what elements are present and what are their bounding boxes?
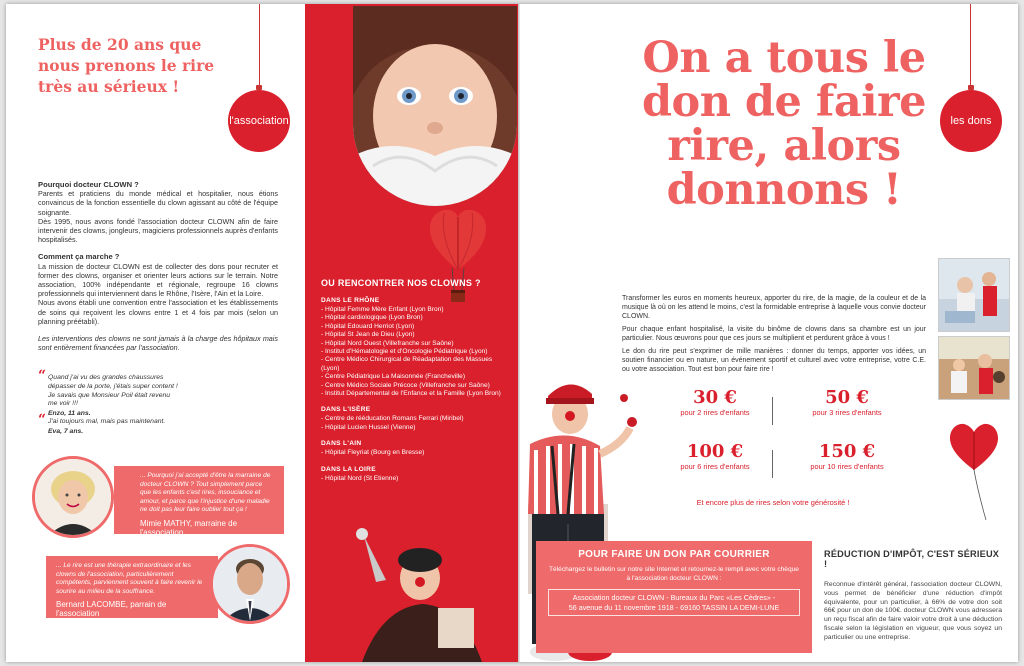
- quote-text: Quand j'ai vu des grandes chaussures dépasser de la porte, j'étais super content ! Je savais que Monsieur Poil était revenu me voir !!!: [48, 374, 178, 408]
- dons-badge: les dons: [950, 115, 992, 127]
- main-title: On a tous le don de faire rire, alors donnons !: [641, 33, 927, 215]
- hospital-item: - Centre Médico Sociale Précoce (Villefranche sur Saône): [321, 381, 490, 389]
- regions-list: [321, 297, 511, 483]
- donation-tier-30: [660, 388, 770, 417]
- mail-title: POUR FAIRE UN DON PAR COURRIER: [578, 549, 770, 560]
- section2-para1: La mission de docteur CLOWN est de collecter des dons pour recruter et former des clowns, organiser et orienter leurs actions sur le terrain. Notre association, 100% indépendante et régionale, regroupe 16 clowns professionnels qui interviennent dans le Rhône, l'Isère, l'Ain et la Loire.: [38, 261, 278, 299]
- hospital-photo-1: [938, 258, 1010, 332]
- donation-desc: pour 3 rires d'enfants: [812, 408, 882, 417]
- hospital-item: - Centre Médico Chirurgical de Réadaptation des Massues (Lyon): [321, 356, 493, 372]
- quote-author: Eva, 7 ans.: [48, 427, 84, 435]
- section1-title: Pourquoi docteur CLOWN ?: [38, 180, 139, 189]
- dons-ornament: [940, 90, 1002, 152]
- donation-amount: 30 €: [693, 387, 737, 408]
- hospital-item: - Hôpital Nord Ouest (Villefranche sur Saône): [321, 339, 454, 347]
- quote-author: Bernard LACOMBE, parrain de l'association: [56, 600, 167, 618]
- donation-amount: 50 €: [825, 387, 869, 408]
- hospital-item: - Centre Pédiatrique La Maisonnée (Francheville): [321, 373, 466, 381]
- donation-desc: pour 2 rires d'enfants: [680, 408, 750, 417]
- brochure-spread: [6, 4, 1018, 662]
- quote-mark-icon: “: [38, 412, 47, 428]
- donation-amount: 100 €: [686, 441, 744, 462]
- region-title: DANS L'ISÈRE: [321, 406, 371, 414]
- parrain-portrait: [210, 544, 290, 624]
- hospital-item: - Hôpital Edouard Herriot (Lyon): [321, 322, 415, 330]
- locations-title: OU RENCONTRER NOS CLOWNS ?: [321, 278, 481, 288]
- divider: [772, 397, 773, 425]
- section2-para2: Nous avons établi une convention entre l'association et les établissements de soins qui reçoivent les clowns entre 1 et 4 fois par mois (selon un planning préétabli).: [38, 298, 278, 326]
- left-body-text: [38, 174, 278, 352]
- tax-title: RÉDUCTION D'IMPÔT, C'EST SÉRIEUX !: [824, 549, 1000, 569]
- region-title: DANS L'AIN: [321, 440, 362, 448]
- hospital-photo-2: [938, 336, 1010, 400]
- left-headline: Plus de 20 ans que nous prenons le rire très au sérieux !: [38, 35, 215, 96]
- donation-tier-100: [660, 442, 770, 471]
- mail-donation-box: [536, 541, 812, 653]
- marraine-portrait: [32, 456, 114, 538]
- quote-mark-icon: “: [38, 368, 47, 384]
- ornament-string: [259, 4, 260, 90]
- mail-address-line1: Association docteur CLOWN - Bureaux du Parc «Les Cèdres» -: [572, 593, 776, 603]
- section1-para1: Parents et praticiens du monde médical et hospitalier, nous étions convaincus de la fonction essentielle du clown agissant au côté de l'équipe soignante.: [38, 189, 278, 217]
- donation-amount: 150 €: [818, 441, 876, 462]
- mail-address-line2: 56 avenue du 11 novembre 1918 - 69160 TASSIN LA DEMI-LUNE: [568, 602, 780, 612]
- region-places: [321, 306, 511, 398]
- region-places: [321, 475, 511, 483]
- hospital-item: - Hôpital Lucien Hussel (Vienne): [321, 423, 416, 431]
- child-face-photo: [353, 6, 517, 206]
- region-title: DANS LE RHÔNE: [321, 297, 380, 304]
- mail-address: [548, 589, 800, 616]
- mail-desc: Téléchargez le bulletin sur notre site Internet et retournez-le rempli avec votre chèque à l'association docteur CLOWN :: [549, 566, 799, 582]
- hospital-item: - Hôpital cardiologique (Lyon Bron): [321, 314, 423, 322]
- quote-text: ... Pourquoi j'ai accepté d'être la marraine de docteur CLOWN ? Tout simplement parce que les enfants c'est rires, insouciance et amour, et parce que l'injustice d'une maladie ne doit pas leur faire oublier tout ça !: [140, 472, 271, 514]
- divider: [772, 450, 773, 478]
- intro-para3: Le don du rire peut s'exprimer de mille manières : donner du temps, apporter vos idées, un soutien financier ou en nature, un événement sportif et culturel avec votre entreprise, votre C.E. ou votre association. Tout est bon pour faire rire !: [622, 348, 926, 373]
- intro-para2: Pour chaque enfant hospitalisé, la visite du binôme de clowns dans sa chambre est un jour particulier. Nous œuvrons pour que ces jours se multiplient et perdurent grâce à vous !: [622, 326, 926, 342]
- association-ornament: [228, 90, 290, 152]
- hospital-item: - Hôpital St Jean de Dieu (Lyon): [321, 331, 415, 339]
- hospital-item: - Hôpital Femme Mère Enfant (Lyon Bron): [321, 306, 444, 313]
- hospital-item: - Hôpital Nord (St Etienne): [321, 474, 399, 482]
- region-places: [321, 449, 511, 457]
- quote-author: Enzo, 11 ans.: [48, 410, 91, 418]
- marraine-quote-box: [114, 466, 284, 537]
- hospital-item: - Centre de rééducation Romans Ferrari (Miribel): [321, 415, 464, 423]
- donation-desc: pour 6 rires d'enfants: [680, 462, 750, 471]
- child-quote-enzo: [38, 368, 178, 419]
- ornament-string: [970, 4, 971, 90]
- hospital-item: - Institut d'Hématologie et d'Oncologie Pédiatrique (Lyon): [321, 348, 488, 356]
- clown-trumpet-photo: [342, 524, 492, 662]
- donation-tier-150: [792, 442, 902, 471]
- donation-tier-50: [792, 388, 902, 417]
- donation-intro: [622, 294, 926, 378]
- tax-reduction: [824, 549, 1002, 643]
- region-places: [321, 415, 511, 432]
- association-badge: l'association: [229, 115, 289, 127]
- intro-para1: Transformer les euros en moments heureux, apporter du rire, de la magie, de la couleur et de la musique là où on les attend le moins, c'est la formidable entreprise à laquelle vous convie docteur CLOWN.: [622, 295, 926, 320]
- hospital-item: - Hôpital Fleyriat (Bourg en Bresse): [321, 449, 425, 457]
- funding-note: Les interventions des clowns ne sont jamais à la charge des hôpitaux mais sont entièrement financées par l'association.: [38, 334, 278, 353]
- clown-locations: [321, 278, 511, 483]
- hospital-item: - Institut Départemental de l'Enfance et la Famille (Lyon Bron): [321, 390, 501, 398]
- heart-icon: [948, 420, 1008, 520]
- region-title: DANS LA LOIRE: [321, 465, 376, 473]
- quote-text: J'ai toujours mal, mais pas maintenant.: [48, 418, 166, 425]
- generosity-line: Et encore plus de rires selon votre générosité !: [696, 498, 850, 507]
- parrain-quote-box: [46, 556, 218, 618]
- tax-text: Reconnue d'intérêt général, l'association docteur CLOWN, vous permet de bénéficier d'une réduction d'impôt équivalente, pour un particulier, à 66% de votre don soit 66€ pour un don de 100€. docteur CLOWN vous adressera un reçu fiscal afin de faire valoir votre droit à une déduction fiscale selon la législation en vigueur, que vous soyez un particulier ou une entreprise.: [824, 581, 1002, 641]
- donation-desc: pour 10 rires d'enfants: [810, 462, 884, 471]
- section1-para2: Dès 1995, nous avons fondé l'association docteur CLOWN afin de faire intervenir des clowns, jongleurs, magiciens professionnels auprès d'enfants hospitalisés.: [38, 216, 278, 245]
- section2-title: Comment ça marche ?: [38, 252, 120, 262]
- quote-text: ... Le rire est une thérapie extraordinaire et les clowns de l'association, particulièrement compétents, parviennent souvent à faire revenir le sourire au milieu de la souffrance.: [56, 562, 203, 595]
- quote-author: Mimie MATHY, marraine de l'association: [140, 518, 238, 537]
